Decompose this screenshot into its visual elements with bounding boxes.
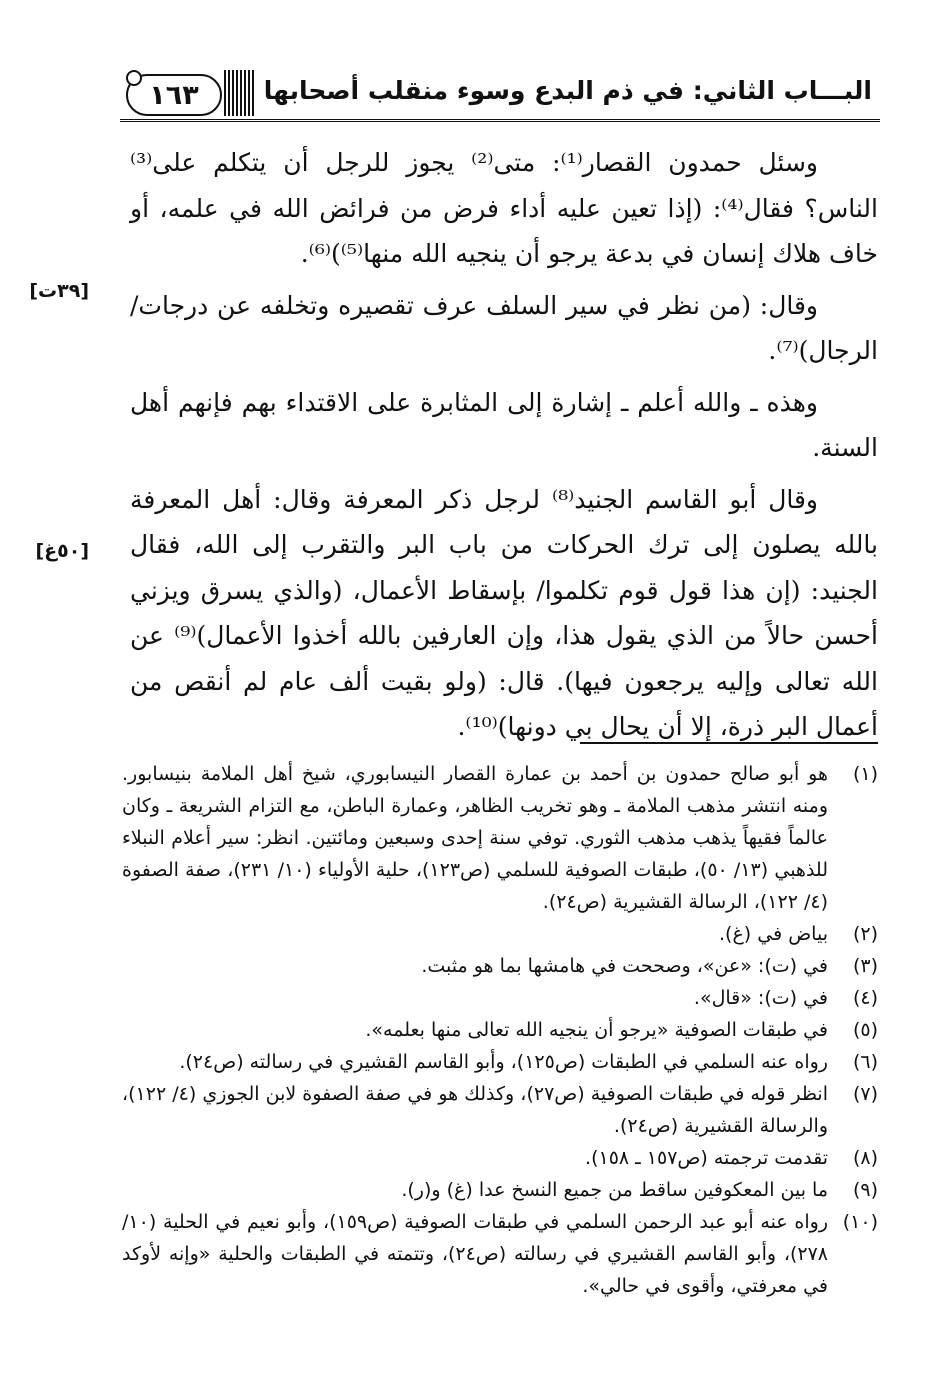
margin-note: [٣٩ت] [29,280,89,302]
footnote [122,1174,878,1206]
paragraph: وسئل حمدون القصار⁽¹⁾: متى⁽²⁾ يجوز للرجل أن يتكلم على⁽³⁾ الناس؟ فقال⁽⁴⁾: (إذا تعين عليه أداء فرض من فرائض الله في علمه، أو خاف هلاك إنسان في بدعة يرجو أن ينجيه الله منها⁽⁵⁾)⁽⁶⁾. [130,148,878,268]
paragraph: وهذه ـ والله أعلم ـ إشارة إلى المثابرة على الاقتداء بهم فإنهم أهل السنة. [130,387,878,462]
footnote [122,1206,878,1302]
header-rule [120,119,880,122]
footnote-text: بياض في (غ). [719,923,828,945]
footnote-number: (٩) [852,1179,878,1201]
footnote-text: في (ت): «عن»، وصححت في هامشها بما هو مثبت. [421,955,828,977]
paragraph: وقال أبو القاسم الجنيد⁽⁸⁾ لرجل ذكر المعرفة وقال: أهل المعرفة بالله يصلون إلى ترك الحركات من باب البر والتقرب إلى الله، فقال الجنيد: (إن هذا قول قوم تكلموا/ بإسقاط الأعمال، (والذي يسرق ويزني أحسن حالاً من الذي يقول هذا، وإن العارفين بالله أخذوا الأعمال)⁽⁹⁾ عن الله تعالى وإليه يرجعون فيها). قال: (ولو بقيت ألف عام لم أنقص من أعمال البر ذرة، إلا أن يحال بي دونها)⁽¹⁰⁾. [130,484,878,741]
footnote [122,1046,878,1078]
footnote-number: (٨) [852,1147,878,1169]
footnote-number: (٤) [852,987,878,1009]
footnote-text: انظر قوله في طبقات الصوفية (ص٢٧)، وكذلك هو في صفة الصفوة لابن الجوزي (٤/ ١٢٢)، والرسالة القشيرية (ص٢٤). [122,1083,828,1137]
footnote-text: ما بين المعكوفين ساقط من جميع النسخ عدا (غ) و(ر). [401,1179,828,1201]
footnote-text: هو أبو صالح حمدون بن أحمد بن عمارة القصار النيسابوري، شيخ أهل الملامة بنيسابور. ومنه انتشر مذهب الملامة ـ وهو تخريب الظاهر، وعمارة الباطن، مع التزام الشريعة ـ وكان عالماً فقيهاً يذهب مذهب الثوري. توفي سنة إحدى وسبعين ومائتين. انظر: سير أعلام النبلاء للذهبي (١٣/ ٥٠)، طبقات الصوفية للسلمي (ص١٢٣)، حلية الأولياء (١٠/ ٢٣١)، صفة الصفوة (٤/ ١٢٢)، الرسالة القشيرية (ص٢٤). [122,763,828,913]
footnote [122,982,878,1014]
footnote-number: (٣) [852,955,878,977]
footnote [122,1078,878,1142]
footnote [122,1014,878,1046]
footnote [122,950,878,982]
footnote-text: في طبقات الصوفية «يرجو أن ينجيه الله تعالى منها بعلمه». [365,1019,828,1041]
paragraph: وقال: (من نظر في سير السلف عرف تقصيره وتخلفه عن درجات/ الرجال)⁽⁷⁾. [130,290,878,365]
page-header [120,62,880,122]
footnote-text: رواه عنه أبو عبد الرحمن السلمي في طبقات الصوفية (ص١٥٩)، وأبو نعيم في الحلية (١٠/ ٢٧٨)، وأبو القاسم القشيري في رسالته (ص٢٤)، وتتمته في الطبقات والحلية «وإنه لأوكد في معرفتي، وأقوى في حالي». [122,1211,828,1297]
footnote-number: (١٠) [842,1211,878,1233]
page-number: ١٦٣ [149,79,199,111]
footnote-text: تقدمت ترجمته (ص١٥٧ ـ ١٥٨). [585,1147,828,1169]
frame-circle-ornament [126,70,142,86]
footnote [122,758,878,918]
footnotes [122,758,878,1302]
footnote-separator [580,742,878,744]
margin-note: [٥٠غ] [35,540,89,562]
footnote-number: (٧) [852,1083,878,1105]
footnote-number: (٢) [852,923,878,945]
footnote [122,1142,878,1174]
footnote [122,918,878,950]
header-ornament [224,70,254,116]
footnote-number: (١) [852,763,878,785]
page-number-frame [126,74,222,116]
chapter-title: البـــاب الثاني: في ذم البدع وسوء منقلب أصحابها [263,76,872,105]
main-text [130,140,878,750]
footnote-text: في (ت): «قال». [693,987,828,1009]
footnote-number: (٥) [852,1019,878,1041]
footnote-number: (٦) [852,1051,878,1073]
footnote-text: رواه عنه السلمي في الطبقات (ص١٢٥)، وأبو القاسم القشيري في رسالته (ص٢٤). [179,1051,828,1073]
